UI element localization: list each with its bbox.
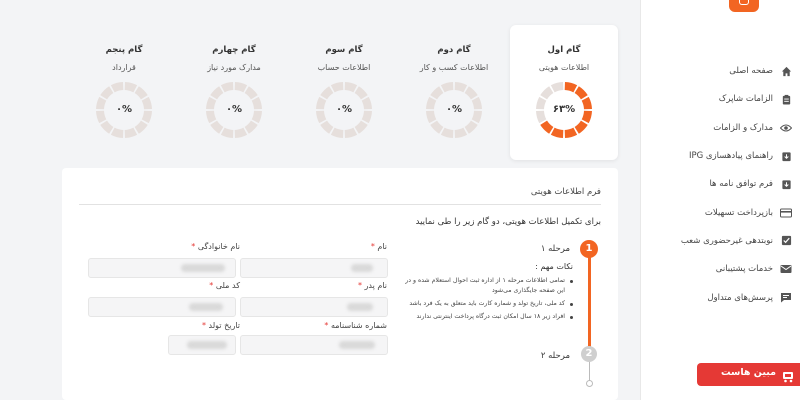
sidebar-item-label: صفحه اصلی — [729, 66, 773, 77]
sidebar-item-label: الزامات شاپرک — [718, 94, 773, 105]
last-name-label — [191, 242, 240, 251]
clipboard-icon — [780, 93, 792, 105]
sidebar-item-home[interactable] — [640, 57, 800, 85]
sidebar-item-branch-appointment[interactable] — [640, 227, 800, 255]
step-1-card[interactable] — [510, 25, 618, 160]
step-subtitle: اطلاعات حساب — [317, 63, 371, 72]
stepper-progress-line — [588, 248, 591, 352]
checkbox-icon — [780, 235, 792, 247]
sidebar-item-label: پرسش‌های متداول — [707, 292, 773, 303]
step-title: گام پنجم — [105, 45, 143, 55]
notes-list — [401, 276, 573, 325]
stage-1-label: مرحله ۱ — [540, 244, 570, 254]
note-item: افراد زیر ۱۸ سال امکان ثبت درگاه پرداخت اینترنتی ندارند — [401, 312, 573, 322]
label-text: شماره شناسنامه — [330, 321, 387, 330]
step-percent: ۰% — [445, 104, 463, 115]
step-percent: ۰% — [335, 104, 353, 115]
national-code-label — [209, 281, 240, 290]
label-text: نام پدر — [364, 281, 387, 290]
step-title: گام سوم — [325, 45, 363, 55]
required-mark: * — [358, 281, 362, 290]
step-3-card[interactable] — [290, 25, 398, 160]
panel-title: فرم اطلاعات هویتی — [530, 187, 601, 197]
step-title: گام چهارم — [212, 45, 256, 55]
label-text: تاریخ تولد — [208, 321, 240, 330]
required-mark: * — [191, 242, 196, 251]
step-4-card[interactable] — [180, 25, 288, 160]
sidebar-item-documents[interactable] — [640, 114, 800, 142]
father-name-label — [358, 281, 387, 290]
step-percent: ۶۳% — [552, 104, 576, 115]
sidebar-item-ipg-guide[interactable] — [640, 142, 800, 170]
note-item: کد ملی، تاریخ تولد و شماره کارت باید متعلق به یک فرد باشد — [401, 299, 573, 309]
sidebar-item-label: فرم توافق نامه ها — [709, 179, 773, 190]
stage-2-label: مرحله ۲ — [540, 351, 570, 361]
card-icon — [780, 207, 792, 219]
required-mark: * — [209, 281, 214, 290]
step-percent: ۰% — [225, 104, 243, 115]
birth-date-field[interactable] — [168, 335, 236, 355]
sidebar-item-agreement-forms[interactable] — [640, 170, 800, 198]
id-number-label — [324, 321, 387, 330]
sidebar-item-loan-repayment[interactable] — [640, 198, 800, 226]
notes-title: نکات مهم : — [535, 262, 573, 271]
chat-icon — [780, 292, 792, 304]
sidebar-item-label: بازپرداخت تسهیلات — [704, 207, 773, 218]
masked-value — [339, 341, 375, 349]
masked-value — [189, 303, 223, 311]
id-number-field[interactable] — [240, 335, 388, 355]
registration-steps — [70, 25, 618, 160]
download-icon — [780, 150, 792, 162]
sidebar-item-label: راهنمای پیادهسازی IPG — [688, 151, 773, 162]
watermark-badge — [697, 363, 800, 386]
stepper-end-marker — [586, 380, 593, 387]
sidebar-item-label: خدمات پشتیبانی — [715, 264, 773, 275]
required-mark: * — [324, 321, 329, 330]
step-5-card[interactable] — [70, 25, 178, 160]
download-icon — [780, 178, 792, 190]
father-name-field[interactable] — [240, 297, 388, 317]
form-intro: برای تکمیل اطلاعات هویتی، دو گام زیر را طی نمایید — [415, 217, 601, 227]
masked-value — [187, 341, 227, 349]
brand-logo[interactable] — [729, 0, 759, 12]
step-progress-gauge — [314, 80, 374, 140]
sidebar-item-label: نوبتدهی غیرحضوری شعب — [680, 235, 773, 246]
step-subtitle: مدارک مورد نیاز — [207, 63, 261, 72]
identity-form-panel — [62, 168, 618, 400]
last-name-field[interactable] — [88, 258, 236, 278]
required-mark: * — [201, 321, 206, 330]
step-progress-gauge — [424, 80, 484, 140]
sidebar-item-support[interactable] — [640, 255, 800, 283]
home-icon — [780, 65, 792, 77]
birth-date-label — [202, 321, 240, 330]
first-name-field[interactable] — [240, 258, 388, 278]
sidebar-item-faq[interactable] — [640, 283, 800, 311]
note-item: تمامی اطلاعات مرحله ۱ از اداره ثبت احوال استعلام شده و در این صفحه جایگذاری می‌شود — [401, 276, 573, 296]
step-subtitle: اطلاعات هویتی — [538, 63, 590, 72]
step-progress-gauge — [204, 80, 264, 140]
stage-1-marker[interactable]: 1 — [580, 240, 598, 258]
step-subtitle: قرارداد — [112, 63, 136, 72]
step-subtitle: اطلاعات کسب و کار — [419, 63, 489, 72]
required-mark: * — [370, 242, 375, 251]
watermark-text: مبین هاست — [720, 367, 776, 378]
mail-icon — [780, 263, 792, 275]
national-code-field[interactable] — [88, 297, 236, 317]
sidebar-item-shaparak-requirements[interactable] — [640, 85, 800, 113]
masked-value — [181, 264, 225, 272]
eye-icon — [780, 122, 792, 134]
step-progress-gauge — [534, 80, 594, 140]
step-2-card[interactable] — [400, 25, 508, 160]
label-text: کد ملی — [215, 281, 240, 290]
sidebar — [640, 0, 800, 400]
sidebar-menu — [640, 57, 800, 312]
masked-value — [347, 303, 373, 311]
cart-icon — [782, 368, 795, 381]
step-title: گام اول — [547, 45, 581, 55]
step-percent: ۰% — [115, 104, 133, 115]
step-progress-gauge — [94, 80, 154, 140]
masked-value — [351, 264, 373, 272]
step-title: گام دوم — [437, 45, 471, 55]
stage-2-marker[interactable]: 2 — [581, 346, 597, 362]
divider — [79, 204, 601, 205]
first-name-label — [371, 242, 387, 251]
label-text: نام خانوادگی — [197, 242, 240, 251]
sidebar-item-label: مدارک و الزامات — [713, 122, 773, 133]
label-text: نام — [377, 242, 387, 251]
